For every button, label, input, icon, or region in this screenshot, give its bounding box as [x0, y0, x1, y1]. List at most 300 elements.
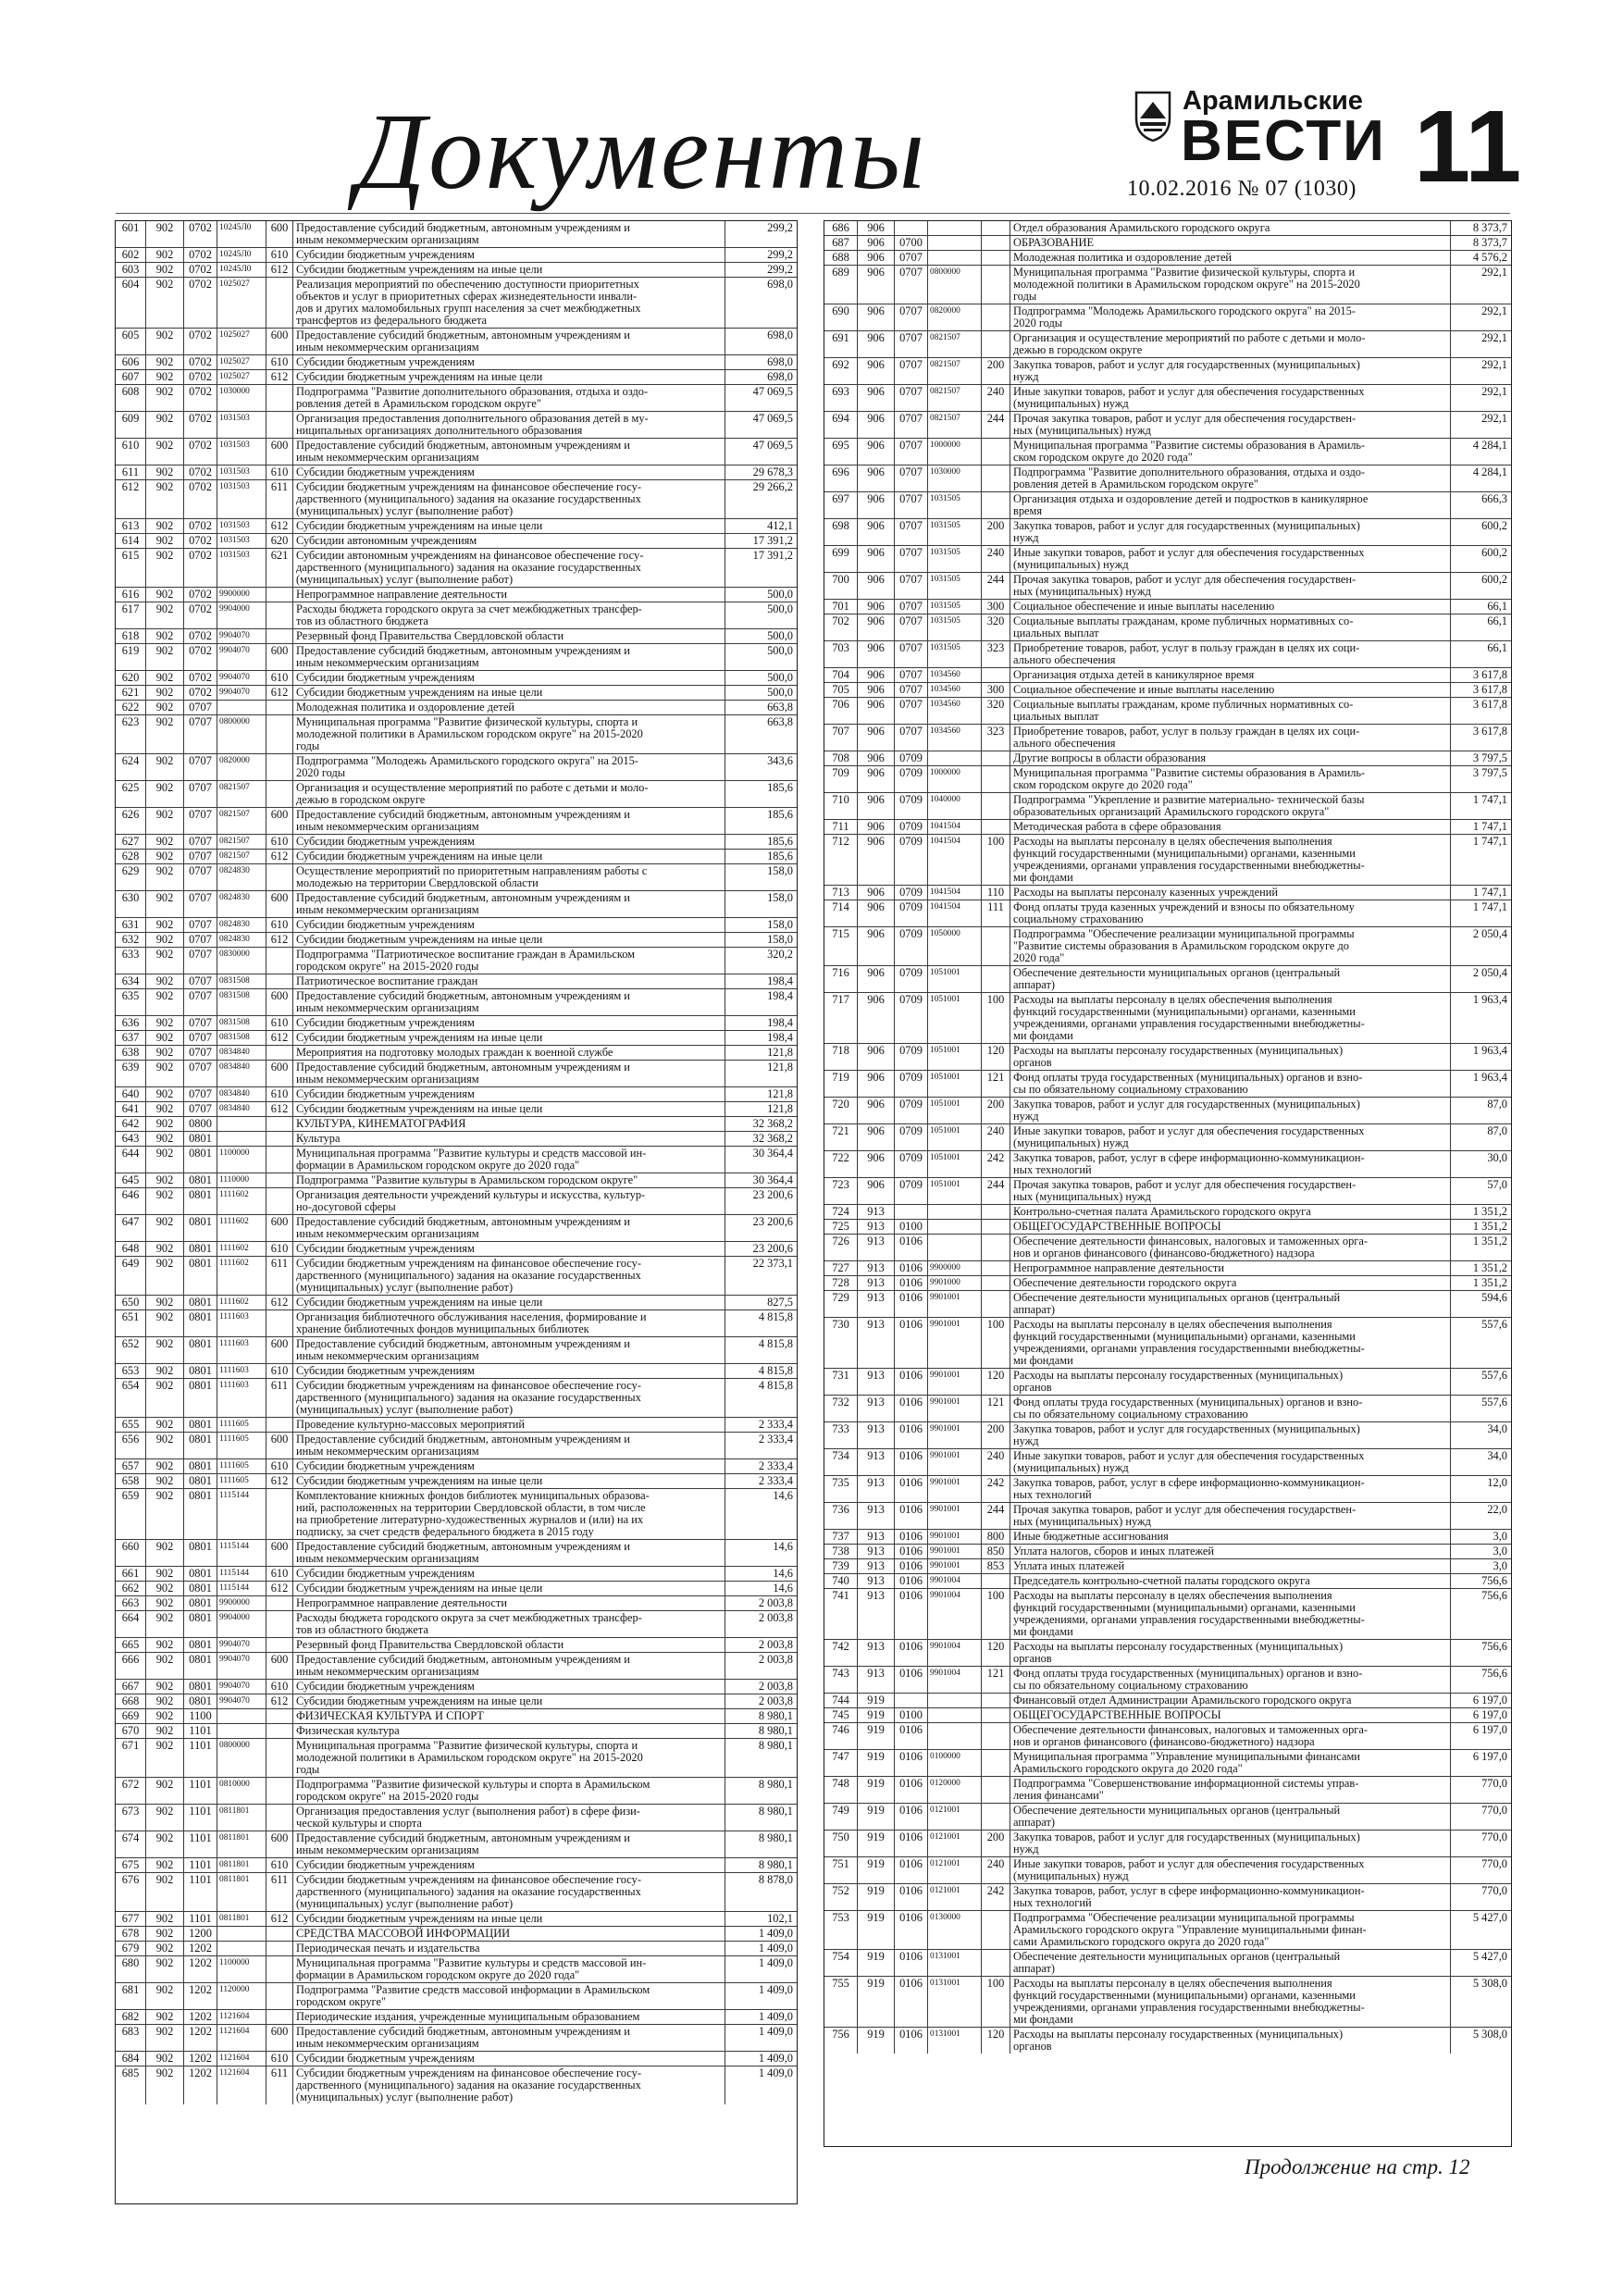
table-row: [116, 1433, 797, 1459]
row-number-cell: 615: [116, 549, 146, 587]
row-number-cell: 606: [116, 355, 146, 369]
amount-cell: 5 308,0: [1450, 1977, 1510, 2027]
description-cell: Подпрограмма "Развитие средств массовой информации в Арамильском городском округе": [296, 1983, 650, 2008]
table-row: [824, 766, 1511, 793]
section-code-cell: 0707: [184, 715, 217, 753]
admin-code-cell: 902: [146, 835, 184, 849]
amount-cell: 29 678,3: [725, 465, 796, 479]
row-number-cell: 728: [824, 1276, 858, 1290]
amount-cell: 2 333,4: [725, 1474, 796, 1488]
section-code-cell: 0702: [184, 686, 217, 700]
section-code-cell: 1101: [184, 1873, 217, 1911]
row-number-cell: 633: [116, 948, 146, 974]
admin-code-cell: 906: [858, 1071, 895, 1097]
row-number-cell: 737: [824, 1530, 858, 1544]
description-cell: Закупка товаров, работ, услуг в сфере информационно-коммуникацион- ных технологий: [1013, 1476, 1365, 1501]
expense-type-code-cell: 610: [266, 1459, 293, 1473]
table-row: [824, 1545, 1511, 1559]
admin-code-cell: 902: [146, 754, 184, 780]
target-article-code-cell: 1031503: [217, 439, 266, 465]
row-number-cell: 702: [824, 614, 858, 640]
expense-type-code-cell: [982, 1777, 1010, 1803]
admin-code-cell: 902: [146, 1147, 184, 1173]
section-code-cell: 0709: [895, 766, 928, 792]
target-article-code-cell: 1031505: [928, 546, 982, 572]
expense-type-code-cell: 612: [266, 933, 293, 947]
amount-cell: 770,0: [1450, 1857, 1510, 1883]
table-row: [116, 948, 797, 974]
description-cell: Закупка товаров, работ, услуг в сфере информационно-коммуникацион- ных технологий: [1013, 1151, 1365, 1176]
description-cell: Субсидии бюджетным учреждениям на финансовое обеспечение госу- дарственного (муниципального) задания на оказание государственных (муниципальных) услуг (выполнение работ): [296, 1379, 641, 1416]
expense-type-code-cell: [982, 1235, 1010, 1260]
admin-code-cell: 902: [146, 355, 184, 369]
admin-code-cell: 902: [146, 1956, 184, 1982]
section-code-cell: 0707: [895, 358, 928, 384]
row-number-cell: 634: [116, 974, 146, 988]
table-row: [116, 644, 797, 671]
table-row: [824, 1911, 1511, 1950]
target-article-code-cell: 1121604: [217, 2025, 266, 2051]
expense-type-code-cell: 600: [266, 221, 293, 247]
target-article-code-cell: 0830000: [217, 948, 266, 974]
description-cell: Подпрограмма "Укрепление и развитие материально- технической базы образовательных организаций Арамильского городского округа": [1013, 793, 1365, 818]
row-number-cell: 735: [824, 1476, 858, 1502]
amount-cell: 22 373,1: [725, 1257, 796, 1295]
admin-code-cell: 913: [858, 1530, 895, 1544]
target-article-code-cell: 9904070: [217, 1680, 266, 1694]
table-row: [824, 304, 1511, 331]
admin-code-cell: 902: [146, 1489, 184, 1539]
description-cell: ФИЗИЧЕСКАЯ КУЛЬТУРА И СПОРТ: [296, 1709, 484, 1722]
expense-type-code-cell: [982, 1276, 1010, 1290]
row-number-cell: 749: [824, 1804, 858, 1830]
expense-type-code-cell: [266, 385, 293, 411]
row-number-cell: 733: [824, 1422, 858, 1448]
expense-type-code-cell: [266, 1709, 293, 1723]
table-row: [116, 1418, 797, 1433]
table-row: [824, 2028, 1511, 2054]
row-number-cell: 638: [116, 1046, 146, 1060]
target-article-code-cell: 0821507: [217, 808, 266, 834]
row-number-cell: 605: [116, 329, 146, 354]
table-row: [116, 1873, 797, 1912]
row-number-cell: 666: [116, 1653, 146, 1679]
section-code-cell: 0702: [184, 519, 217, 533]
expense-type-code-cell: [266, 1611, 293, 1637]
description-cell: Резервный фонд Правительства Свердловской области: [296, 1638, 564, 1651]
amount-cell: 2 050,4: [1450, 927, 1510, 965]
amount-cell: 500,0: [725, 671, 796, 685]
description-cell: Расходы на выплаты персоналу казенных учреждений: [1013, 886, 1278, 899]
description-cell: Социальные выплаты гражданам, кроме публичных нормативных со- циальных выплат: [1013, 614, 1354, 639]
row-number-cell: 734: [824, 1449, 858, 1475]
expense-type-code-cell: 611: [266, 1873, 293, 1911]
expense-type-code-cell: 612: [266, 1102, 293, 1116]
target-article-code-cell: 1051001: [928, 1124, 982, 1150]
target-article-code-cell: 1031505: [928, 600, 982, 614]
table-row: [824, 683, 1511, 698]
row-number-cell: 650: [116, 1296, 146, 1309]
expense-type-code-cell: [266, 1147, 293, 1173]
expense-type-code-cell: [982, 751, 1010, 765]
section-code-cell: 0709: [895, 793, 928, 819]
admin-code-cell: 919: [858, 1950, 895, 1976]
expense-type-code-cell: [266, 1927, 293, 1941]
table-row: [824, 1071, 1511, 1098]
description-cell: Социальные выплаты гражданам, кроме публичных нормативных со- циальных выплат: [1013, 698, 1354, 723]
admin-code-cell: 913: [858, 1396, 895, 1421]
expense-type-code-cell: 120: [982, 1640, 1010, 1666]
target-article-code-cell: 9901001: [928, 1449, 982, 1475]
table-row: [116, 850, 797, 864]
section-code-cell: 0707: [895, 492, 928, 518]
amount-cell: 198,4: [725, 974, 796, 988]
table-row: [116, 1257, 797, 1296]
admin-code-cell: 913: [858, 1369, 895, 1395]
section-title: Документы: [356, 91, 928, 212]
admin-code-cell: 902: [146, 671, 184, 685]
amount-cell: 66,1: [1450, 600, 1510, 614]
table-row: [824, 1151, 1511, 1178]
admin-code-cell: 906: [858, 546, 895, 572]
target-article-code-cell: 1051001: [928, 993, 982, 1043]
section-code-cell: 0106: [895, 1369, 928, 1395]
expense-type-code-cell: [266, 588, 293, 602]
admin-code-cell: 906: [858, 266, 895, 304]
admin-code-cell: 906: [858, 766, 895, 792]
section-code-cell: 0106: [895, 1503, 928, 1529]
expense-type-code-cell: 200: [982, 1831, 1010, 1856]
target-article-code-cell: 9900000: [928, 1261, 982, 1275]
expense-type-code-cell: [266, 1778, 293, 1804]
amount-cell: 158,0: [725, 918, 796, 932]
admin-code-cell: 902: [146, 1983, 184, 2009]
table-row: [824, 927, 1511, 966]
target-article-code-cell: 1121604: [217, 2066, 266, 2104]
target-article-code-cell: 0821507: [928, 358, 982, 384]
table-row: [824, 600, 1511, 614]
description-cell: Прочая закупка товаров, работ и услуг для обеспечения государствен- ных (муниципальных) нужд: [1013, 1178, 1357, 1203]
admin-code-cell: 913: [858, 1574, 895, 1588]
expense-type-code-cell: [982, 1750, 1010, 1776]
amount-cell: 1 351,2: [1450, 1261, 1510, 1275]
target-article-code-cell: 0834840: [217, 1046, 266, 1060]
table-rows: [116, 221, 797, 2104]
row-number-cell: 680: [116, 1956, 146, 1982]
amount-cell: 292,1: [1450, 385, 1510, 411]
target-article-code-cell: 9901001: [928, 1396, 982, 1421]
description-cell: Закупка товаров, работ, услуг в сфере информационно-коммуникацион- ных технологий: [1013, 1884, 1365, 1909]
table-row: [116, 1694, 797, 1709]
description-cell: Закупка товаров, работ и услуг для государственных (муниципальных) нужд: [1013, 358, 1360, 383]
section-code-cell: 0707: [184, 948, 217, 974]
section-code-cell: 0707: [184, 974, 217, 988]
row-number-cell: 608: [116, 385, 146, 411]
table-row: [116, 549, 797, 588]
target-article-code-cell: 0834840: [217, 1061, 266, 1086]
row-number-cell: 746: [824, 1723, 858, 1749]
expense-type-code-cell: 621: [266, 549, 293, 587]
target-article-code-cell: 1034560: [928, 683, 982, 697]
description-cell: Субсидии бюджетным учреждениям: [296, 1016, 475, 1029]
admin-code-cell: 913: [858, 1422, 895, 1448]
expense-type-code-cell: 100: [982, 835, 1010, 885]
target-article-code-cell: 1111605: [217, 1418, 266, 1432]
section-code-cell: 1101: [184, 1805, 217, 1831]
description-cell: Расходы на выплаты персоналу государственных (муниципальных) органов: [1013, 1369, 1344, 1394]
table-row: [116, 686, 797, 701]
target-article-code-cell: 9901004: [928, 1589, 982, 1639]
section-code-cell: 1200: [184, 1927, 217, 1941]
table-row: [116, 1188, 797, 1215]
section-code-cell: 0106: [895, 1911, 928, 1949]
table-row: [116, 1016, 797, 1031]
admin-code-cell: 902: [146, 534, 184, 548]
row-number-cell: 727: [824, 1261, 858, 1275]
section-code-cell: 1101: [184, 1778, 217, 1804]
admin-code-cell: 902: [146, 1418, 184, 1432]
admin-code-cell: 902: [146, 686, 184, 700]
row-number-cell: 628: [116, 850, 146, 863]
table-row: [824, 793, 1511, 820]
section-code-cell: 0709: [895, 1044, 928, 1070]
target-article-code-cell: 1041504: [928, 886, 982, 900]
admin-code-cell: 902: [146, 1873, 184, 1911]
admin-code-cell: 902: [146, 1102, 184, 1116]
table-row: [116, 1132, 797, 1147]
target-article-code-cell: 0811801: [217, 1831, 266, 1857]
admin-code-cell: 902: [146, 1611, 184, 1637]
target-article-code-cell: 1115144: [217, 1540, 266, 1566]
description-cell: Субсидии бюджетным учреждениям на иные цели: [296, 933, 543, 946]
description-cell: Другие вопросы в области образования: [1013, 751, 1207, 764]
target-article-code-cell: 9904070: [217, 686, 266, 700]
target-article-code-cell: 1111603: [217, 1310, 266, 1336]
amount-cell: 23 200,6: [725, 1242, 796, 1256]
amount-cell: 770,0: [1450, 1884, 1510, 1910]
expense-type-code-cell: 121: [982, 1667, 1010, 1693]
expense-type-code-cell: 850: [982, 1545, 1010, 1558]
table-row: [116, 989, 797, 1016]
table-row: [116, 534, 797, 549]
target-article-code-cell: 1031503: [217, 519, 266, 533]
budget-table-left: [115, 220, 798, 2204]
admin-code-cell: 919: [858, 1694, 895, 1707]
admin-code-cell: 902: [146, 1016, 184, 1030]
target-article-code-cell: [928, 236, 982, 250]
admin-code-cell: 902: [146, 1638, 184, 1652]
table-row: [824, 820, 1511, 835]
amount-cell: 3,0: [1450, 1530, 1510, 1544]
table-row: [116, 1489, 797, 1540]
amount-cell: 185,6: [725, 850, 796, 863]
table-row: [824, 1831, 1511, 1857]
admin-code-cell: 919: [858, 1977, 895, 2027]
row-number-cell: 708: [824, 751, 858, 765]
admin-code-cell: 919: [858, 1777, 895, 1803]
admin-code-cell: 906: [858, 1098, 895, 1123]
target-article-code-cell: 9904000: [217, 602, 266, 628]
page-number: 11: [1414, 90, 1522, 204]
budget-table-right: [824, 220, 1512, 2147]
admin-code-cell: 902: [146, 1364, 184, 1378]
target-article-code-cell: 1111603: [217, 1337, 266, 1363]
admin-code-cell: 902: [146, 2010, 184, 2024]
row-number-cell: 604: [116, 278, 146, 328]
target-article-code-cell: 1041504: [928, 900, 982, 926]
section-code-cell: 0100: [895, 1220, 928, 1234]
row-number-cell: 754: [824, 1950, 858, 1976]
section-code-cell: 0702: [184, 480, 217, 518]
amount-cell: 8 373,7: [1450, 221, 1510, 235]
expense-type-code-cell: [982, 793, 1010, 819]
section-code-cell: 0707: [184, 835, 217, 849]
description-cell: Субсидии бюджетным учреждениям: [296, 835, 475, 848]
row-number-cell: 730: [824, 1318, 858, 1368]
row-number-cell: 701: [824, 600, 858, 614]
section-code-cell: 0106: [895, 1640, 928, 1666]
row-number-cell: 620: [116, 671, 146, 685]
description-cell: Субсидии бюджетным учреждениям на иные цели: [296, 370, 543, 383]
amount-cell: 34,0: [1450, 1422, 1510, 1448]
amount-cell: 158,0: [725, 864, 796, 890]
target-article-code-cell: [217, 1724, 266, 1738]
section-code-cell: 0106: [895, 1235, 928, 1260]
table-row: [116, 1117, 797, 1132]
row-number-cell: 659: [116, 1489, 146, 1539]
amount-cell: 23 200,6: [725, 1215, 796, 1241]
table-row: [116, 1242, 797, 1257]
target-article-code-cell: 0821507: [928, 412, 982, 438]
section-code-cell: 0707: [184, 1061, 217, 1086]
admin-code-cell: 906: [858, 820, 895, 834]
table-row: [116, 1596, 797, 1611]
row-number-cell: 636: [116, 1016, 146, 1030]
description-cell: Предоставление субсидий бюджетным, автономным учреждениям и иным некоммерческим организациям: [296, 221, 630, 246]
table-row: [824, 1205, 1511, 1220]
admin-code-cell: 902: [146, 278, 184, 328]
amount-cell: 594,6: [1450, 1291, 1510, 1317]
table-row: [116, 781, 797, 808]
target-article-code-cell: 0824830: [217, 891, 266, 917]
expense-type-code-cell: 242: [982, 1476, 1010, 1502]
expense-type-code-cell: [982, 1911, 1010, 1949]
target-article-code-cell: 0821507: [928, 331, 982, 357]
amount-cell: 1 747,1: [1450, 820, 1510, 834]
row-number-cell: 681: [116, 1983, 146, 2009]
table-row: [116, 588, 797, 602]
amount-cell: 5 427,0: [1450, 1911, 1510, 1949]
expense-type-code-cell: [266, 1188, 293, 1214]
table-row: [824, 412, 1511, 439]
section-code-cell: 0801: [184, 1653, 217, 1679]
admin-code-cell: 902: [146, 1215, 184, 1241]
admin-code-cell: 902: [146, 1257, 184, 1295]
row-number-cell: 748: [824, 1777, 858, 1803]
table-row: [824, 641, 1511, 668]
description-cell: Социальное обеспечение и иные выплаты населению: [1013, 600, 1275, 613]
target-article-code-cell: 1040000: [928, 793, 982, 819]
section-code-cell: 0702: [184, 370, 217, 384]
section-code-cell: 0702: [184, 465, 217, 479]
expense-type-code-cell: 610: [266, 2052, 293, 2066]
expense-type-code-cell: [266, 1117, 293, 1131]
row-number-cell: 626: [116, 808, 146, 834]
amount-cell: 500,0: [725, 602, 796, 628]
description-cell: Организация библиотечного обслуживания населения, формирование и хранение библиотечных фондов муниципальных библиотек: [296, 1310, 647, 1335]
description-cell: ОБЩЕГОСУДАРСТВЕННЫЕ ВОПРОСЫ: [1013, 1220, 1221, 1233]
amount-cell: 14,6: [725, 1582, 796, 1595]
amount-cell: 756,6: [1450, 1574, 1510, 1588]
amount-cell: 8 980,1: [725, 1709, 796, 1723]
amount-cell: 2 333,4: [725, 1418, 796, 1432]
description-cell: Осуществление мероприятий по приоритетным направлениям работы с молодежью на территории Свердловской области: [296, 864, 648, 889]
expense-type-code-cell: 600: [266, 1061, 293, 1086]
section-code-cell: 0801: [184, 1474, 217, 1488]
row-number-cell: 731: [824, 1369, 858, 1395]
row-number-cell: 645: [116, 1173, 146, 1187]
description-cell: КУЛЬТУРА, КИНЕМАТОГРАФИЯ: [296, 1117, 466, 1130]
description-cell: Расходы бюджета городского округа за счет межбюджетных трансфер- тов из областного бюджета: [296, 602, 642, 627]
admin-code-cell: 902: [146, 588, 184, 602]
section-code-cell: 0702: [184, 355, 217, 369]
row-number-cell: 693: [824, 385, 858, 411]
section-code-cell: 0801: [184, 1132, 217, 1146]
continuation-note: Продолжение на стр. 12: [1245, 2155, 1470, 2178]
admin-code-cell: 902: [146, 1858, 184, 1872]
section-code-cell: 0106: [895, 1545, 928, 1558]
amount-cell: 1 351,2: [1450, 1205, 1510, 1219]
target-article-code-cell: [928, 251, 982, 265]
expense-type-code-cell: 323: [982, 725, 1010, 751]
description-cell: Реализация мероприятий по обеспечению доступности приоритетных объектов и услуг в приоритетных сферах жизнедеятельности инвали- дов и других маломобильных групп населения за счет межбюджетных трансфертов из федерального бюджета: [296, 278, 641, 327]
admin-code-cell: 902: [146, 1031, 184, 1045]
admin-code-cell: 906: [858, 331, 895, 357]
expense-type-code-cell: 600: [266, 1831, 293, 1857]
expense-type-code-cell: 600: [266, 2025, 293, 2051]
amount-cell: 1 409,0: [725, 2010, 796, 2024]
table-row: [116, 412, 797, 439]
description-cell: Муниципальная программа "Развитие системы образования в Арамиль- ском городском округе до 2020 года": [1013, 766, 1366, 791]
target-article-code-cell: 0831508: [217, 989, 266, 1015]
amount-cell: 1 409,0: [725, 1983, 796, 2009]
section-code-cell: 0707: [895, 439, 928, 465]
description-cell: Мероприятия на подготовку молодых граждан к военной службе: [296, 1046, 613, 1059]
description-cell: Обеспечение деятельности муниципальных органов (центральный аппарат): [1013, 1950, 1341, 1975]
description-cell: Субсидии бюджетным учреждениям: [296, 248, 475, 261]
target-article-code-cell: 9901001: [928, 1291, 982, 1317]
description-cell: Предоставление субсидий бюджетным, автономным учреждениям и иным некоммерческим организациям: [296, 439, 630, 464]
table-row: [116, 2010, 797, 2025]
target-article-code-cell: [928, 221, 982, 235]
description-cell: Субсидии бюджетным учреждениям на иные цели: [296, 686, 543, 699]
row-number-cell: 696: [824, 465, 858, 491]
table-row: [116, 1379, 797, 1418]
description-cell: Организация и осуществление мероприятий по работе с детьми и моло- дежью в городском округе: [1013, 331, 1366, 356]
description-cell: Подпрограмма "Развитие физической культуры и спорта в Арамильском городском округе" на 2015-2020 годы: [296, 1778, 650, 1803]
admin-code-cell: 913: [858, 1589, 895, 1639]
admin-code-cell: 902: [146, 1694, 184, 1708]
table-row: [824, 993, 1511, 1044]
description-cell: Иные закупки товаров, работ и услуг для обеспечения государственных (муниципальных) нужд: [1013, 1124, 1365, 1149]
admin-code-cell: 902: [146, 1778, 184, 1804]
description-cell: ОБРАЗОВАНИЕ: [1013, 236, 1095, 249]
expense-type-code-cell: 612: [266, 1694, 293, 1708]
row-number-cell: 742: [824, 1640, 858, 1666]
target-article-code-cell: 0811801: [217, 1858, 266, 1872]
section-code-cell: 0709: [895, 1071, 928, 1097]
description-cell: Муниципальная программа "Развитие физической культуры, спорта и молодежной политики в Арамильском городском округе" на 2015-2020 годы: [296, 1739, 643, 1776]
